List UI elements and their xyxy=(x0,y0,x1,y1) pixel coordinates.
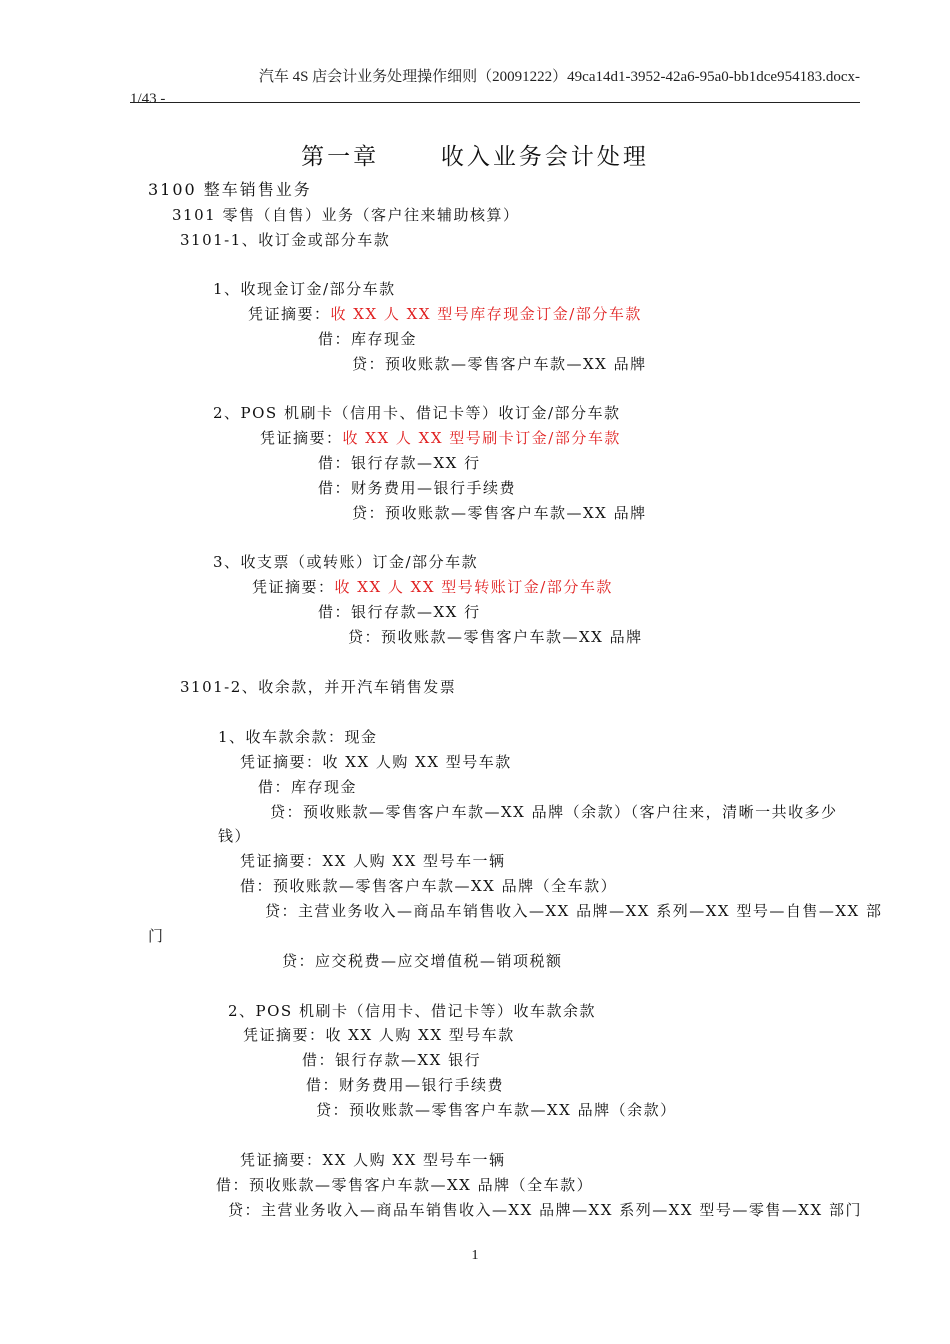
part2-item2-debit3: 借：预收账款—零售客户车款—XX 品牌（全车款） xyxy=(216,1176,594,1194)
part2-item2-debit2: 借：财务费用—银行手续费 xyxy=(306,1076,505,1094)
part1-item1-debit: 借：库存现金 xyxy=(318,330,418,348)
part1-item3-memo xyxy=(252,577,613,597)
header-page-index: 1/43 - xyxy=(130,91,166,107)
part1-item2-debit2: 借：财务费用—银行手续费 xyxy=(318,479,517,497)
subsection-title: 3101 零售（自售）业务（客户往来辅助核算） xyxy=(172,206,520,224)
memo-value: 收 XX 人 XX 型号转账订金/部分车款 xyxy=(334,578,613,596)
part2-item1-memo2: 凭证摘要：XX 人购 XX 型号车一辆 xyxy=(240,852,506,870)
part1-item2-debit1: 借：银行存款—XX 行 xyxy=(318,454,481,472)
part1-item3-credit: 贷：预收账款—零售客户车款—XX 品牌 xyxy=(348,628,643,646)
part2-item1-credit2-cont: 门 xyxy=(148,927,165,945)
part1-item2-title: 2、POS 机刷卡（信用卡、借记卡等）收订金/部分车款 xyxy=(213,404,621,422)
section-title: 3100 整车销售业务 xyxy=(148,180,312,199)
memo-label: 凭证摘要： xyxy=(260,429,343,447)
part1-item3-title: 3、收支票（或转账）订金/部分车款 xyxy=(213,553,479,571)
memo-label: 凭证摘要： xyxy=(248,305,331,323)
memo-label: 凭证摘要： xyxy=(252,578,335,596)
part2-item1-title: 1、收车款余款：现金 xyxy=(218,728,378,746)
part2-item1-memo1: 凭证摘要：收 XX 人购 XX 型号车款 xyxy=(240,753,512,771)
page-number: 1 xyxy=(471,1248,479,1263)
part1-item1-memo xyxy=(248,304,642,324)
chapter-title: 第一章 收入业务会计处理 xyxy=(301,144,649,170)
part2-item2-memo2: 凭证摘要：XX 人购 XX 型号车一辆 xyxy=(240,1151,506,1169)
part2-item2-memo1: 凭证摘要：收 XX 人购 XX 型号车款 xyxy=(243,1026,515,1044)
part2-item1-debit2: 借：预收账款—零售客户车款—XX 品牌（全车款） xyxy=(240,877,618,895)
part1-item2-memo xyxy=(260,428,621,448)
memo-value: 收 XX 人 XX 型号库存现金订金/部分车款 xyxy=(330,305,642,323)
part2-item2-debit1: 借：银行存款—XX 银行 xyxy=(302,1051,482,1069)
part1-item3-debit: 借：银行存款—XX 行 xyxy=(318,603,481,621)
part1-item1-title: 1、收现金订金/部分车款 xyxy=(213,280,396,298)
header-rule xyxy=(130,102,860,103)
part2-item1-credit1-cont: 钱） xyxy=(218,827,252,845)
part1-title: 3101-1、收订金或部分车款 xyxy=(180,231,391,249)
part2-item1-credit1: 贷：预收账款—零售客户车款—XX 品牌（余款）（客户往来，清晰一共收多少 xyxy=(270,803,838,821)
memo-value: 收 XX 人 XX 型号刷卡订金/部分车款 xyxy=(342,429,621,447)
part2-item2-title: 2、POS 机刷卡（信用卡、借记卡等）收车款余款 xyxy=(228,1002,596,1020)
part2-item1-credit2: 贷：主营业务收入—商品车销售收入—XX 品牌—XX 系列—XX 型号—自售—XX 部 xyxy=(265,902,883,920)
part2-item2-credit2: 贷：主营业务收入—商品车销售收入—XX 品牌—XX 系列—XX 型号—零售—XX 部门 xyxy=(228,1201,863,1219)
part1-item2-credit: 贷：预收账款—零售客户车款—XX 品牌 xyxy=(352,504,647,522)
part2-item2-credit1: 贷：预收账款—零售客户车款—XX 品牌（余款） xyxy=(316,1101,677,1119)
part1-item1-credit: 贷：预收账款—零售客户车款—XX 品牌 xyxy=(352,355,647,373)
part2-item1-debit1: 借：库存现金 xyxy=(258,778,358,796)
page-header xyxy=(130,66,860,110)
part2-item1-credit3: 贷：应交税费—应交增值税—销项税额 xyxy=(282,952,563,970)
part2-title: 3101-2、收余款，并开汽车销售发票 xyxy=(180,678,457,696)
header-document-title: 汽车 4S 店会计业务处理操作细则（20091222）49ca14d1-3952-42a6-95a0-bb1dce954183.docx- xyxy=(258,69,860,85)
